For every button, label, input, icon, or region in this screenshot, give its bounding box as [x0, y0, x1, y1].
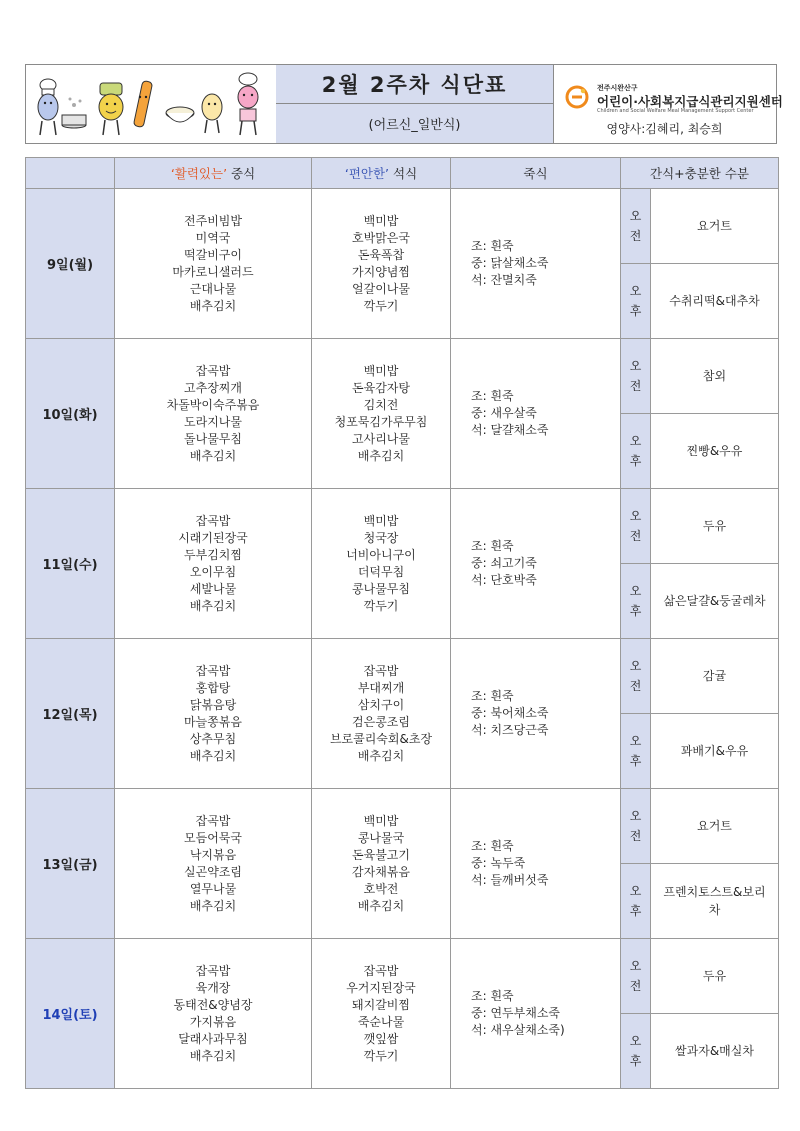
menu-item: 열무나물	[189, 881, 237, 896]
menu-item: 조: 흰죽	[471, 839, 514, 853]
menu-item: 잡곡밥	[195, 663, 231, 678]
menu-item: 마카로니샐러드	[172, 264, 254, 279]
menu-item: 배추김치	[189, 298, 237, 313]
menu-item: 낙지볶음	[189, 847, 237, 862]
menu-item: 잡곡밥	[195, 513, 231, 528]
afternoon-snack: 꽈배기&우유	[651, 714, 779, 789]
menu-item: 김치전	[363, 397, 399, 412]
morning-label	[621, 789, 651, 864]
afternoon-label	[621, 414, 651, 489]
menu-item: 돈육감자탕	[352, 380, 410, 395]
menu-item: 육개장	[195, 980, 231, 995]
menu-item: 돈육폭찹	[357, 247, 405, 262]
afternoon-label	[621, 1014, 651, 1089]
time-char: 후	[629, 604, 642, 618]
menu-item: 중: 연두부채소죽	[471, 1006, 561, 1020]
menu-item: 상추무침	[189, 731, 237, 746]
menu-item: 깻잎쌈	[363, 1031, 399, 1046]
menu-item: 배추김치	[357, 898, 405, 913]
cooking-pot-icon	[62, 98, 86, 129]
afternoon-snack: 삶은달걀&둥굴레차	[651, 564, 779, 639]
time-char: 오	[629, 959, 642, 973]
table-row	[26, 339, 779, 414]
menu-item: 조: 흰죽	[471, 989, 514, 1003]
menu-item: 배추김치	[189, 898, 237, 913]
morning-label	[621, 489, 651, 564]
menu-item: 중: 북어채소죽	[471, 706, 549, 720]
menu-item: 세발나물	[189, 581, 237, 596]
time-char: 전	[629, 679, 642, 693]
dinner-menu-cell	[312, 939, 451, 1089]
org-english-name: Children and Social Welfare Meal Management Support Center	[597, 108, 754, 114]
time-char: 후	[629, 1054, 642, 1068]
afternoon-snack: 프렌치토스트&보리차	[651, 864, 779, 939]
time-char: 전	[629, 979, 642, 993]
snack-column-header: 간식+충분한 수분	[621, 158, 779, 189]
time-char: 오	[629, 1034, 642, 1048]
table-row	[26, 789, 779, 864]
menu-body	[26, 189, 779, 1089]
menu-item: 배추김치	[189, 598, 237, 613]
time-char: 오	[629, 659, 642, 673]
afternoon-label	[621, 564, 651, 639]
menu-item: 중: 새우살죽	[471, 406, 537, 420]
time-char: 후	[629, 304, 642, 318]
menu-item: 백미밥	[363, 213, 399, 228]
menu-item: 조: 흰죽	[471, 239, 514, 253]
menu-item: 콩나물무침	[352, 581, 410, 596]
afternoon-snack: 찐빵&우유	[651, 414, 779, 489]
day-label: 9일(월)	[26, 189, 115, 339]
menu-item: 시래기된장국	[178, 530, 248, 545]
menu-item: 너비아니구이	[346, 547, 416, 562]
menu-item: 석: 새우살채소죽)	[471, 1023, 565, 1037]
dinner-column-header	[312, 158, 451, 189]
dinner-highlight: ‘편안한’	[344, 166, 390, 181]
menu-item: 잡곡밥	[363, 963, 399, 978]
table-header-row	[26, 158, 779, 189]
menu-item: 깍두기	[363, 598, 399, 613]
menu-item: 석: 달걀채소죽	[471, 423, 549, 437]
day-label: 11일(수)	[26, 489, 115, 639]
time-char: 후	[629, 454, 642, 468]
dinner-label: 석식	[389, 166, 418, 181]
mascot-illustration	[34, 69, 270, 141]
menu-item: 미역국	[195, 230, 231, 245]
menu-item: 부대찌개	[357, 680, 405, 695]
smile-logo-icon	[565, 85, 589, 109]
menu-item: 배추김치	[357, 448, 405, 463]
menu-item: 죽순나물	[357, 1014, 405, 1029]
page-title: 2월 2주차 식단표	[276, 65, 553, 104]
dinner-menu-cell	[312, 189, 451, 339]
menu-item: 떡갈비구이	[184, 247, 242, 262]
time-char: 후	[629, 754, 642, 768]
org-name: 어린이·사회복지급식관리지원센터	[597, 94, 783, 109]
time-char: 전	[629, 829, 642, 843]
lunch-menu-cell	[115, 639, 312, 789]
menu-item: 조: 흰죽	[471, 689, 514, 703]
menu-item: 감자채볶음	[352, 864, 410, 879]
porridge-menu-cell	[451, 939, 621, 1089]
mascot-banner	[26, 65, 277, 143]
porridge-menu-cell	[451, 639, 621, 789]
menu-item: 얼갈이나물	[352, 281, 410, 296]
time-char: 오	[629, 284, 642, 298]
menu-item: 근대나물	[189, 281, 237, 296]
org-region: 전주시완산구	[597, 84, 638, 92]
afternoon-label	[621, 714, 651, 789]
table-row	[26, 189, 779, 264]
chef-mascot-icon	[38, 79, 58, 135]
porridge-menu-cell	[451, 789, 621, 939]
day-label: 10일(화)	[26, 339, 115, 489]
organization-block	[553, 65, 783, 143]
afternoon-label	[621, 864, 651, 939]
chef-hat-mascot-icon	[238, 73, 258, 135]
menu-item: 석: 치즈당근죽	[471, 723, 549, 737]
menu-item: 홍합탕	[195, 680, 231, 695]
lunch-highlight: ‘활력있는’	[170, 166, 228, 181]
day-label: 13일(금)	[26, 789, 115, 939]
menu-item: 배추김치	[189, 448, 237, 463]
time-char: 오	[629, 734, 642, 748]
menu-item: 도라지나물	[184, 414, 242, 429]
menu-item: 잡곡밥	[195, 363, 231, 378]
menu-item: 호박전	[363, 881, 399, 896]
rice-bowl-icon	[166, 107, 194, 122]
morning-label	[621, 639, 651, 714]
lunch-menu-cell	[115, 939, 312, 1089]
table-row	[26, 489, 779, 564]
morning-label	[621, 189, 651, 264]
menu-item: 콩나물국	[357, 830, 405, 845]
page-subtitle: (어르신_일반식)	[368, 118, 461, 133]
time-char: 오	[629, 809, 642, 823]
menu-item: 검은콩조림	[352, 714, 410, 729]
time-char: 전	[629, 529, 642, 543]
dinner-menu-cell	[312, 489, 451, 639]
menu-item: 배추김치	[357, 748, 405, 763]
menu-item: 차돌박이숙주볶음	[166, 397, 260, 412]
menu-item: 동태전&양념장	[173, 997, 253, 1012]
time-char: 전	[629, 229, 642, 243]
afternoon-snack: 쌀과자&매실차	[651, 1014, 779, 1089]
morning-snack: 두유	[651, 489, 779, 564]
time-char: 오	[629, 509, 642, 523]
menu-item: 달래사과무침	[178, 1031, 248, 1046]
table-row	[26, 939, 779, 1014]
menu-item: 석: 단호박죽	[471, 573, 537, 587]
menu-item: 석: 들깨버섯죽	[471, 873, 549, 887]
menu-item: 조: 흰죽	[471, 539, 514, 553]
menu-item: 돌나물무침	[184, 431, 242, 446]
lunch-menu-cell	[115, 339, 312, 489]
menu-item: 가지양념찜	[352, 264, 410, 279]
morning-snack: 요거트	[651, 789, 779, 864]
egg-mascot-icon	[202, 94, 222, 133]
menu-item: 삼치구이	[357, 697, 405, 712]
morning-label	[621, 339, 651, 414]
menu-header	[25, 64, 783, 144]
menu-item: 전주비빔밥	[184, 213, 242, 228]
time-char: 오	[629, 209, 642, 223]
menu-item: 석: 잔멸치죽	[471, 273, 537, 287]
spatula-mascot-icon	[133, 80, 152, 127]
menu-item: 깍두기	[363, 298, 399, 313]
menu-item: 잡곡밥	[195, 813, 231, 828]
porridge-menu-cell	[451, 339, 621, 489]
lunch-column-header	[115, 158, 312, 189]
menu-item: 오이무침	[189, 564, 237, 579]
day-column-header	[26, 158, 115, 189]
morning-label	[621, 939, 651, 1014]
afternoon-label	[621, 264, 651, 339]
menu-item: 백미밥	[363, 513, 399, 528]
nutritionist-names: 영양사:김혜리, 최승희	[606, 122, 723, 136]
menu-item: 더덕무침	[357, 564, 405, 579]
menu-item: 돼지갈비찜	[352, 997, 410, 1012]
menu-item: 중: 녹두죽	[471, 856, 526, 870]
weekly-menu-table	[25, 157, 779, 1089]
dinner-menu-cell	[312, 339, 451, 489]
apple-mascot-icon	[99, 83, 123, 135]
menu-item: 백미밥	[363, 363, 399, 378]
menu-item: 청포묵김가루무침	[334, 414, 428, 429]
menu-item: 모듬어묵국	[184, 830, 242, 845]
porridge-menu-cell	[451, 189, 621, 339]
time-char: 오	[629, 434, 642, 448]
menu-item: 조: 흰죽	[471, 389, 514, 403]
morning-snack: 참외	[651, 339, 779, 414]
menu-item: 마늘쫑볶음	[184, 714, 242, 729]
dinner-menu-cell	[312, 639, 451, 789]
porridge-column-header: 죽식	[451, 158, 621, 189]
title-block	[276, 65, 554, 143]
menu-item: 실곤약조림	[184, 864, 242, 879]
time-char: 오	[629, 359, 642, 373]
menu-item: 잡곡밥	[363, 663, 399, 678]
morning-snack: 두유	[651, 939, 779, 1014]
menu-item: 잡곡밥	[195, 963, 231, 978]
menu-item: 청국장	[363, 530, 399, 545]
menu-item: 백미밥	[363, 813, 399, 828]
lunch-menu-cell	[115, 189, 312, 339]
porridge-menu-cell	[451, 489, 621, 639]
table-row	[26, 639, 779, 714]
time-char: 오	[629, 584, 642, 598]
day-label: 14일(토)	[26, 939, 115, 1089]
menu-item: 배추김치	[189, 1048, 237, 1063]
time-char: 오	[629, 884, 642, 898]
menu-item: 닭볶음탕	[189, 697, 237, 712]
dinner-menu-cell	[312, 789, 451, 939]
morning-snack: 감귤	[651, 639, 779, 714]
lunch-menu-cell	[115, 789, 312, 939]
morning-snack: 요거트	[651, 189, 779, 264]
menu-item: 두부김치찜	[184, 547, 242, 562]
menu-item: 가지볶음	[189, 1014, 237, 1029]
afternoon-snack: 수취리떡&대추차	[651, 264, 779, 339]
menu-item: 배추김치	[189, 748, 237, 763]
lunch-label: 중식	[227, 166, 256, 181]
day-label: 12일(목)	[26, 639, 115, 789]
menu-item: 깍두기	[363, 1048, 399, 1063]
time-char: 전	[629, 379, 642, 393]
menu-item: 우거지된장국	[346, 980, 416, 995]
menu-item: 호박맑은국	[352, 230, 410, 245]
menu-item: 고사리나물	[352, 431, 410, 446]
menu-item: 중: 쇠고기죽	[471, 556, 537, 570]
menu-item: 돈육불고기	[352, 847, 410, 862]
menu-item: 브로콜리숙회&초장	[329, 731, 433, 746]
menu-item: 중: 닭살채소죽	[471, 256, 549, 270]
menu-item: 고추장찌개	[184, 380, 242, 395]
time-char: 후	[629, 904, 642, 918]
lunch-menu-cell	[115, 489, 312, 639]
